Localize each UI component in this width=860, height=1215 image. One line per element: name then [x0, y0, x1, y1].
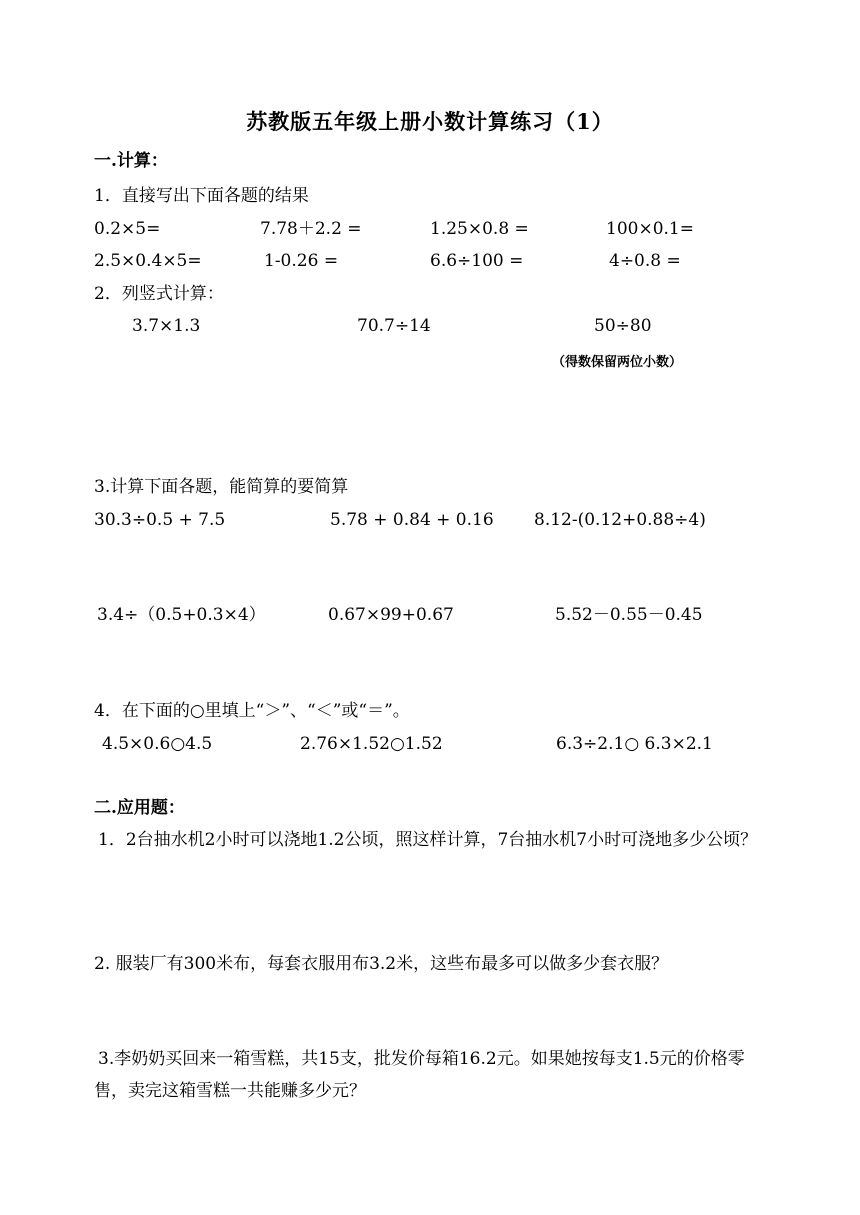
- section1-heading: 一.计算：: [94, 151, 168, 171]
- word-problem: 1．2台抽水机2小时可以浇地1.2公顷，照这样计算，7台抽水机7小时可浇地多少公顷？: [98, 830, 758, 850]
- q1-label: 1．直接写出下面各题的结果: [94, 186, 309, 206]
- word-problem: 3.李奶奶买回来一箱雪糕，共15支，批发价每箱16.2元。如果她按每支1.5元的价格零售，卖完这箱雪糕一共能赚多少元？: [94, 1049, 745, 1101]
- word-problem: 2. 服装厂有300米布，每套衣服用布3.2米，这些布最多可以做多少套衣服？: [94, 954, 669, 974]
- q3-r1-item: 30.3÷0.5 + 7.5: [94, 510, 226, 530]
- q3-r2-item: 5.52－0.55－0.45: [555, 605, 703, 625]
- q2-rounding-note: （得数保留两位小数）: [552, 355, 683, 370]
- page-title: 苏教版五年级上册小数计算练习（1）: [246, 109, 614, 134]
- q2-item: 3.7×1.3: [132, 316, 201, 336]
- q1-r2-item: 1-0.26 =: [264, 251, 339, 271]
- q1-r2-item: 4÷0.8 =: [609, 251, 681, 271]
- q1-r1-item: 1.25×0.8 =: [430, 219, 529, 239]
- q3-r2-item: 3.4÷（0.5+0.3×4）: [97, 605, 266, 625]
- q1-r1-item: 0.2×5=: [94, 219, 161, 239]
- q4-label: 4．在下面的○里填上“＞”、“＜”或“＝”。: [94, 701, 410, 721]
- q1-r1-item: 100×0.1=: [606, 219, 694, 239]
- q4-item: 4.5×0.6○4.5: [102, 734, 213, 754]
- q4-item: 2.76×1.52○1.52: [300, 734, 443, 754]
- q1-r2-item: 6.6÷100 =: [430, 251, 524, 271]
- q2-item: 50÷80: [594, 316, 652, 336]
- q2-label: 2．列竖式计算：: [94, 284, 224, 304]
- q2-item: 70.7÷14: [357, 316, 431, 336]
- q3-r1-item: 8.12-(0.12+0.88÷4): [534, 510, 706, 530]
- section2-heading: 二.应用题：: [94, 798, 185, 818]
- q3-r2-item: 0.67×99+0.67: [328, 605, 454, 625]
- q3-r1-item: 5.78 + 0.84 + 0.16: [330, 510, 494, 530]
- q1-r1-item: 7.78＋2.2 =: [260, 219, 362, 239]
- q3-label: 3.计算下面各题，能简算的要简算: [94, 477, 349, 497]
- q1-r2-item: 2.5×0.4×5=: [94, 251, 202, 271]
- q4-item: 6.3÷2.1○ 6.3×2.1: [556, 734, 713, 754]
